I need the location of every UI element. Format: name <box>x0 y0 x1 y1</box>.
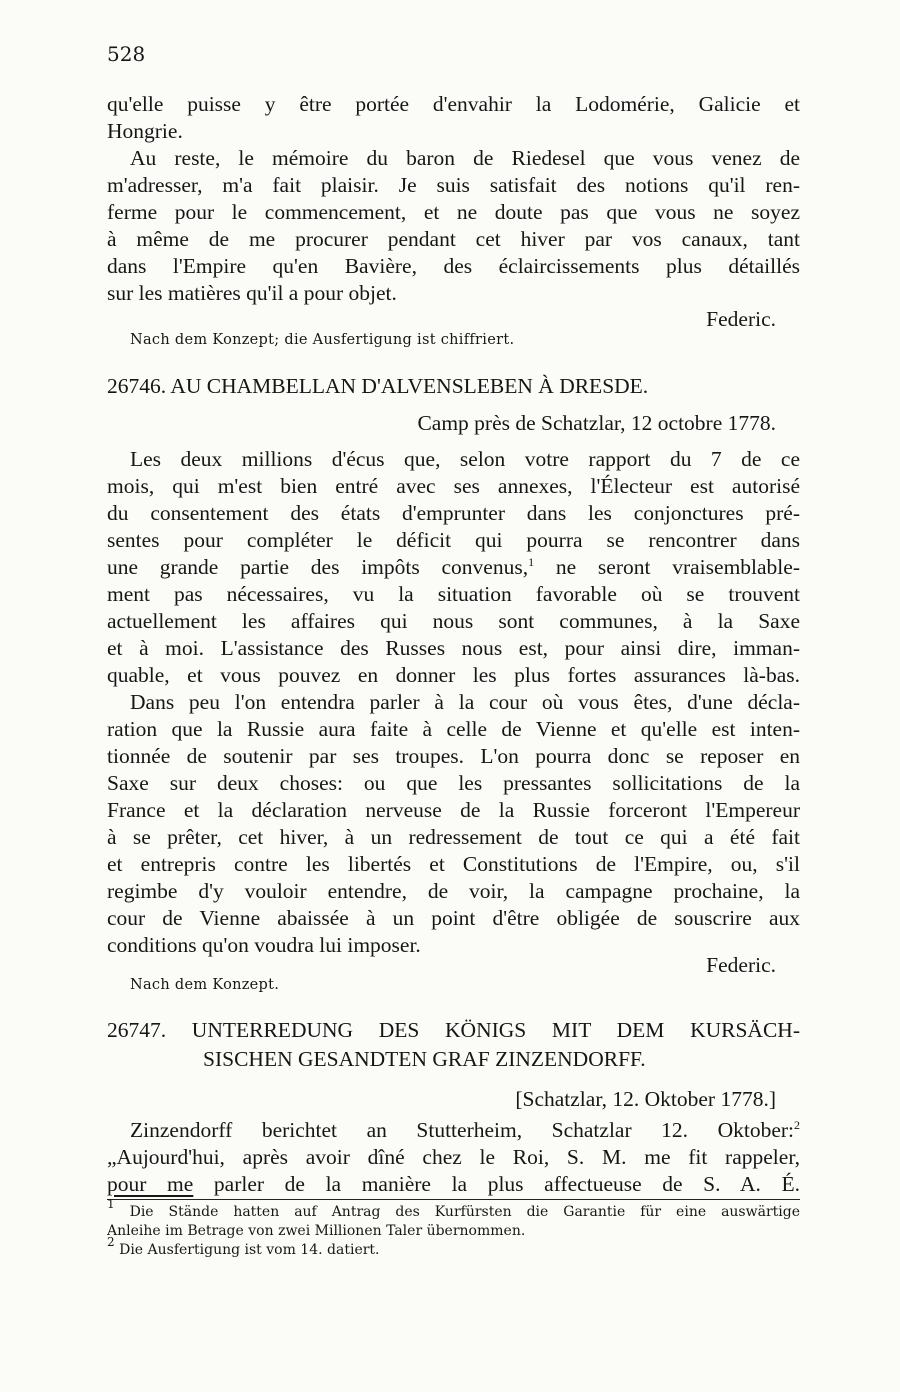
text-line: mois, qui m'est bien entré avec ses annexes, l'Électeur est autorisé <box>107 474 800 498</box>
underlined-text: pour me <box>107 1172 194 1196</box>
footnote-divider <box>107 1199 800 1200</box>
text-line: dans l'Empire qu'en Bavière, des éclaircissements plus détaillés <box>107 254 800 278</box>
text-line: sur les matières qu'il a pour objet. <box>107 281 397 305</box>
text-line: ferme pour le commencement, et ne doute pas que vous ne soyez <box>107 200 800 224</box>
footnote-text: Die Stände hatten auf Antrag des Kurfürsten die Garantie für eine auswärtige <box>114 1204 800 1220</box>
place-date: Camp près de Schatzlar, 12 octobre 1778. <box>417 411 776 435</box>
text-line: Les deux millions d'écus que, selon votre rapport du 7 de ce <box>130 447 800 471</box>
footnote-marker[interactable]: 1 <box>528 555 535 569</box>
text-line: du consentement des états d'emprunter dans les conjonctures pré- <box>107 501 800 525</box>
text-fragment: parler de la manière la plus affectueuse de S. A. É. <box>193 1172 800 1196</box>
footnote-1 <box>107 1197 800 1222</box>
text-line <box>107 1171 800 1198</box>
text-line: Au reste, le mémoire du baron de Riedesel que vous venez de <box>130 146 800 170</box>
text-line: sentes pour compléter le déficit qui pourra se rencontrer dans <box>107 528 800 552</box>
footnote-marker[interactable]: 2 <box>794 1118 800 1132</box>
text-line: regimbe d'y vouloir entendre, de voir, la campagne prochaine, la <box>107 879 800 903</box>
text-line: ration que la Russie aura faite à celle de Vienne et qu'elle est inten- <box>107 717 800 741</box>
text-fragment: une grande partie des impôts convenus, <box>107 555 529 579</box>
text-line: et entrepris contre les libertés et Constitutions de l'Empire, ou, s'il <box>107 852 800 876</box>
text-line: France et la déclaration nerveuse de la Russie forceront l'Empereur <box>107 798 800 822</box>
text-line: tionnée de soutenir par ses troupes. L'on pourra donc se reposer en <box>107 744 800 768</box>
place-date: [Schatzlar, 12. Oktober 1778.] <box>515 1087 776 1111</box>
signature: Federic. <box>706 307 776 331</box>
text-line: qu'elle puisse y être portée d'envahir la Lodomérie, Galicie et <box>107 92 800 116</box>
footnote-1-continued: Anleihe im Betrage von zwei Millionen Taler übernommen. <box>107 1223 526 1239</box>
text-fragment: Zinzendorff berichtet an Stutterheim, Schatzlar 12. Oktober: <box>130 1118 794 1142</box>
footnote-2 <box>107 1235 800 1260</box>
text-line: cour de Vienne abaissée à un point d'être obligée de souscrire aux <box>107 906 800 930</box>
letter-heading-line: 26747. UNTERREDUNG DES KÖNIGS MIT DEM KURSÄCH- <box>107 1018 800 1042</box>
text-line: conditions qu'on voudra lui imposer. <box>107 933 421 957</box>
text-line: Saxe sur deux choses: ou que les pressantes sollicitations de la <box>107 771 800 795</box>
text-line: „Aujourd'hui, après avoir dîné chez le Roi, S. M. me fit rappeler, <box>107 1145 800 1169</box>
text-line: actuellement les affaires qui nous sont communes, à la Saxe <box>107 609 800 633</box>
text-line: Hongrie. <box>107 119 183 143</box>
footnote-text: Die Ausfertigung ist vom 14. datiert. <box>114 1242 380 1258</box>
letter-heading-line: SISCHEN GESANDTEN GRAF ZINZENDORFF. <box>203 1047 646 1071</box>
text-line-with-footnote <box>107 554 800 581</box>
source-note: Nach dem Konzept; die Ausfertigung ist chiffriert. <box>130 332 515 348</box>
text-line-with-footnote <box>130 1117 800 1144</box>
footnote-number: 2 <box>107 1235 115 1249</box>
text-line: Dans peu l'on entendra parler à la cour où vous êtes, d'une décla- <box>130 690 800 714</box>
text-fragment: ne seront vraisemblable- <box>534 555 800 579</box>
text-line: et à moi. L'assistance des Russes nous est, pour ainsi dire, imman- <box>107 636 800 660</box>
text-line: m'adresser, m'a fait plaisir. Je suis satisfait des notions qu'il ren- <box>107 173 800 197</box>
text-line: quable, et vous pouvez en donner les plus fortes assurances là-bas. <box>107 663 800 687</box>
text-line: ment pas nécessaires, vu la situation favorable où se trouvent <box>107 582 800 606</box>
text-line: à même de me procurer pendant cet hiver par vos canaux, tant <box>107 227 800 251</box>
letter-heading: 26746. AU CHAMBELLAN D'ALVENSLEBEN À DRESDE. <box>107 374 649 398</box>
signature: Federic. <box>706 953 776 977</box>
source-note: Nach dem Konzept. <box>130 977 280 993</box>
footnote-number: 1 <box>107 1197 115 1211</box>
text-line: à se prêter, cet hiver, à un redressement de tout ce qui a été fait <box>107 825 800 849</box>
page-number: 528 <box>107 42 146 66</box>
